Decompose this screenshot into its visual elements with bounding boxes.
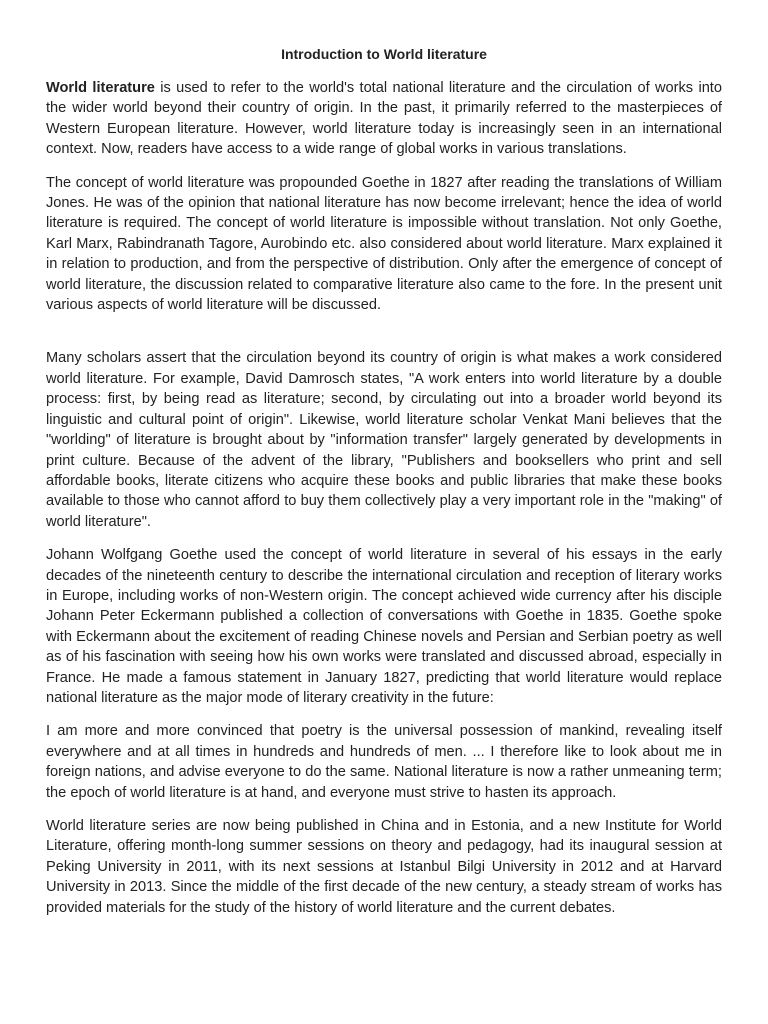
paragraph-1-text: is used to refer to the world's total national literature and the circulation of works into the wider world beyond their country of origin. In the past, it primarily referred to the masterpieces of Western European literature. However, world literature today is increasingly seen in an international context. Now, readers have access to a wide range of global works in various translations. bbox=[46, 80, 722, 158]
document-title: Introduction to World literature bbox=[281, 46, 487, 62]
quotation-paragraph: I am more and more convinced that poetry is the universal possession of mankind, revealing itself everywhere and at all times in hundreds and hundreds of men. ... I therefore like to look about me in foreign nations, and advise everyone to do the same. National literature is now a rather unmeaning term; the epoch of world literature is at hand, and everyone must strive to hasten its approach. bbox=[46, 723, 722, 801]
paragraph-1 bbox=[46, 78, 722, 160]
paragraph-6: World literature series are now being published in China and in Estonia, and a new Institute for World Literature, offering month-long summer sessions on theory and pedagogy, had its inaugural session at Peking University in 2011, with its next sessions at Istanbul Bilgi University in 2012 and at Harvard University in 2013. Since the middle of the first decade of the new century, a steady stream of works has provided materials for the study of the history of world literature and the current debates. bbox=[46, 818, 722, 916]
paragraph-3: Many scholars assert that the circulation beyond its country of origin is what makes a work considered world literature. For example, David Damrosch states, "A work enters into world literature by a double process: first, by being read as literature; second, by circulating out into a broader world beyond its linguistic and cultural point of origin". Likewise, world literature scholar Venkat Mani believes that the "worlding" of literature is brought about by "information transfer" largely generated by developments in print culture. Because of the advent of the library, "Publishers and booksellers who print and sell affordable books, literate citizens who acquire these books and public libraries that make these books available to those who cannot afford to buy them collectively play a very important role in the "making" of world literature". bbox=[46, 350, 722, 530]
paragraph-4: Johann Wolfgang Goethe used the concept of world literature in several of his essays in the early decades of the nineteenth century to describe the international circulation and reception of literary works in Europe, including works of non-Western origin. The concept achieved wide currency after his disciple Johann Peter Eckermann published a collection of conversations with Goethe in 1835. Goethe spoke with Eckermann about the excitement of reading Chinese novels and Persian and Serbian poetry as well as of his fascination with seeing how his own works were translated and discussed abroad, especially in France. He made a famous statement in January 1827, predicting that world literature would replace national literature as the major mode of literary creativity in the future: bbox=[46, 547, 722, 706]
document-page bbox=[46, 44, 722, 918]
paragraph-1-lead: World literature bbox=[46, 80, 155, 96]
paragraph-2: The concept of world literature was propounded Goethe in 1827 after reading the translations of William Jones. He was of the opinion that national literature has now become irrelevant; hence the idea of world literature is required. The concept of world literature is impossible without translation. Not only Goethe, Karl Marx, Rabindranath Tagore, Aurobindo etc. also considered about world literature. Marx explained it in relation to production, and from the perspective of distribution. Only after the emergence of concept of world literature, the discussion related to comparative literature also came to the fore. In the present unit various aspects of world literature will be discussed. bbox=[46, 174, 722, 314]
